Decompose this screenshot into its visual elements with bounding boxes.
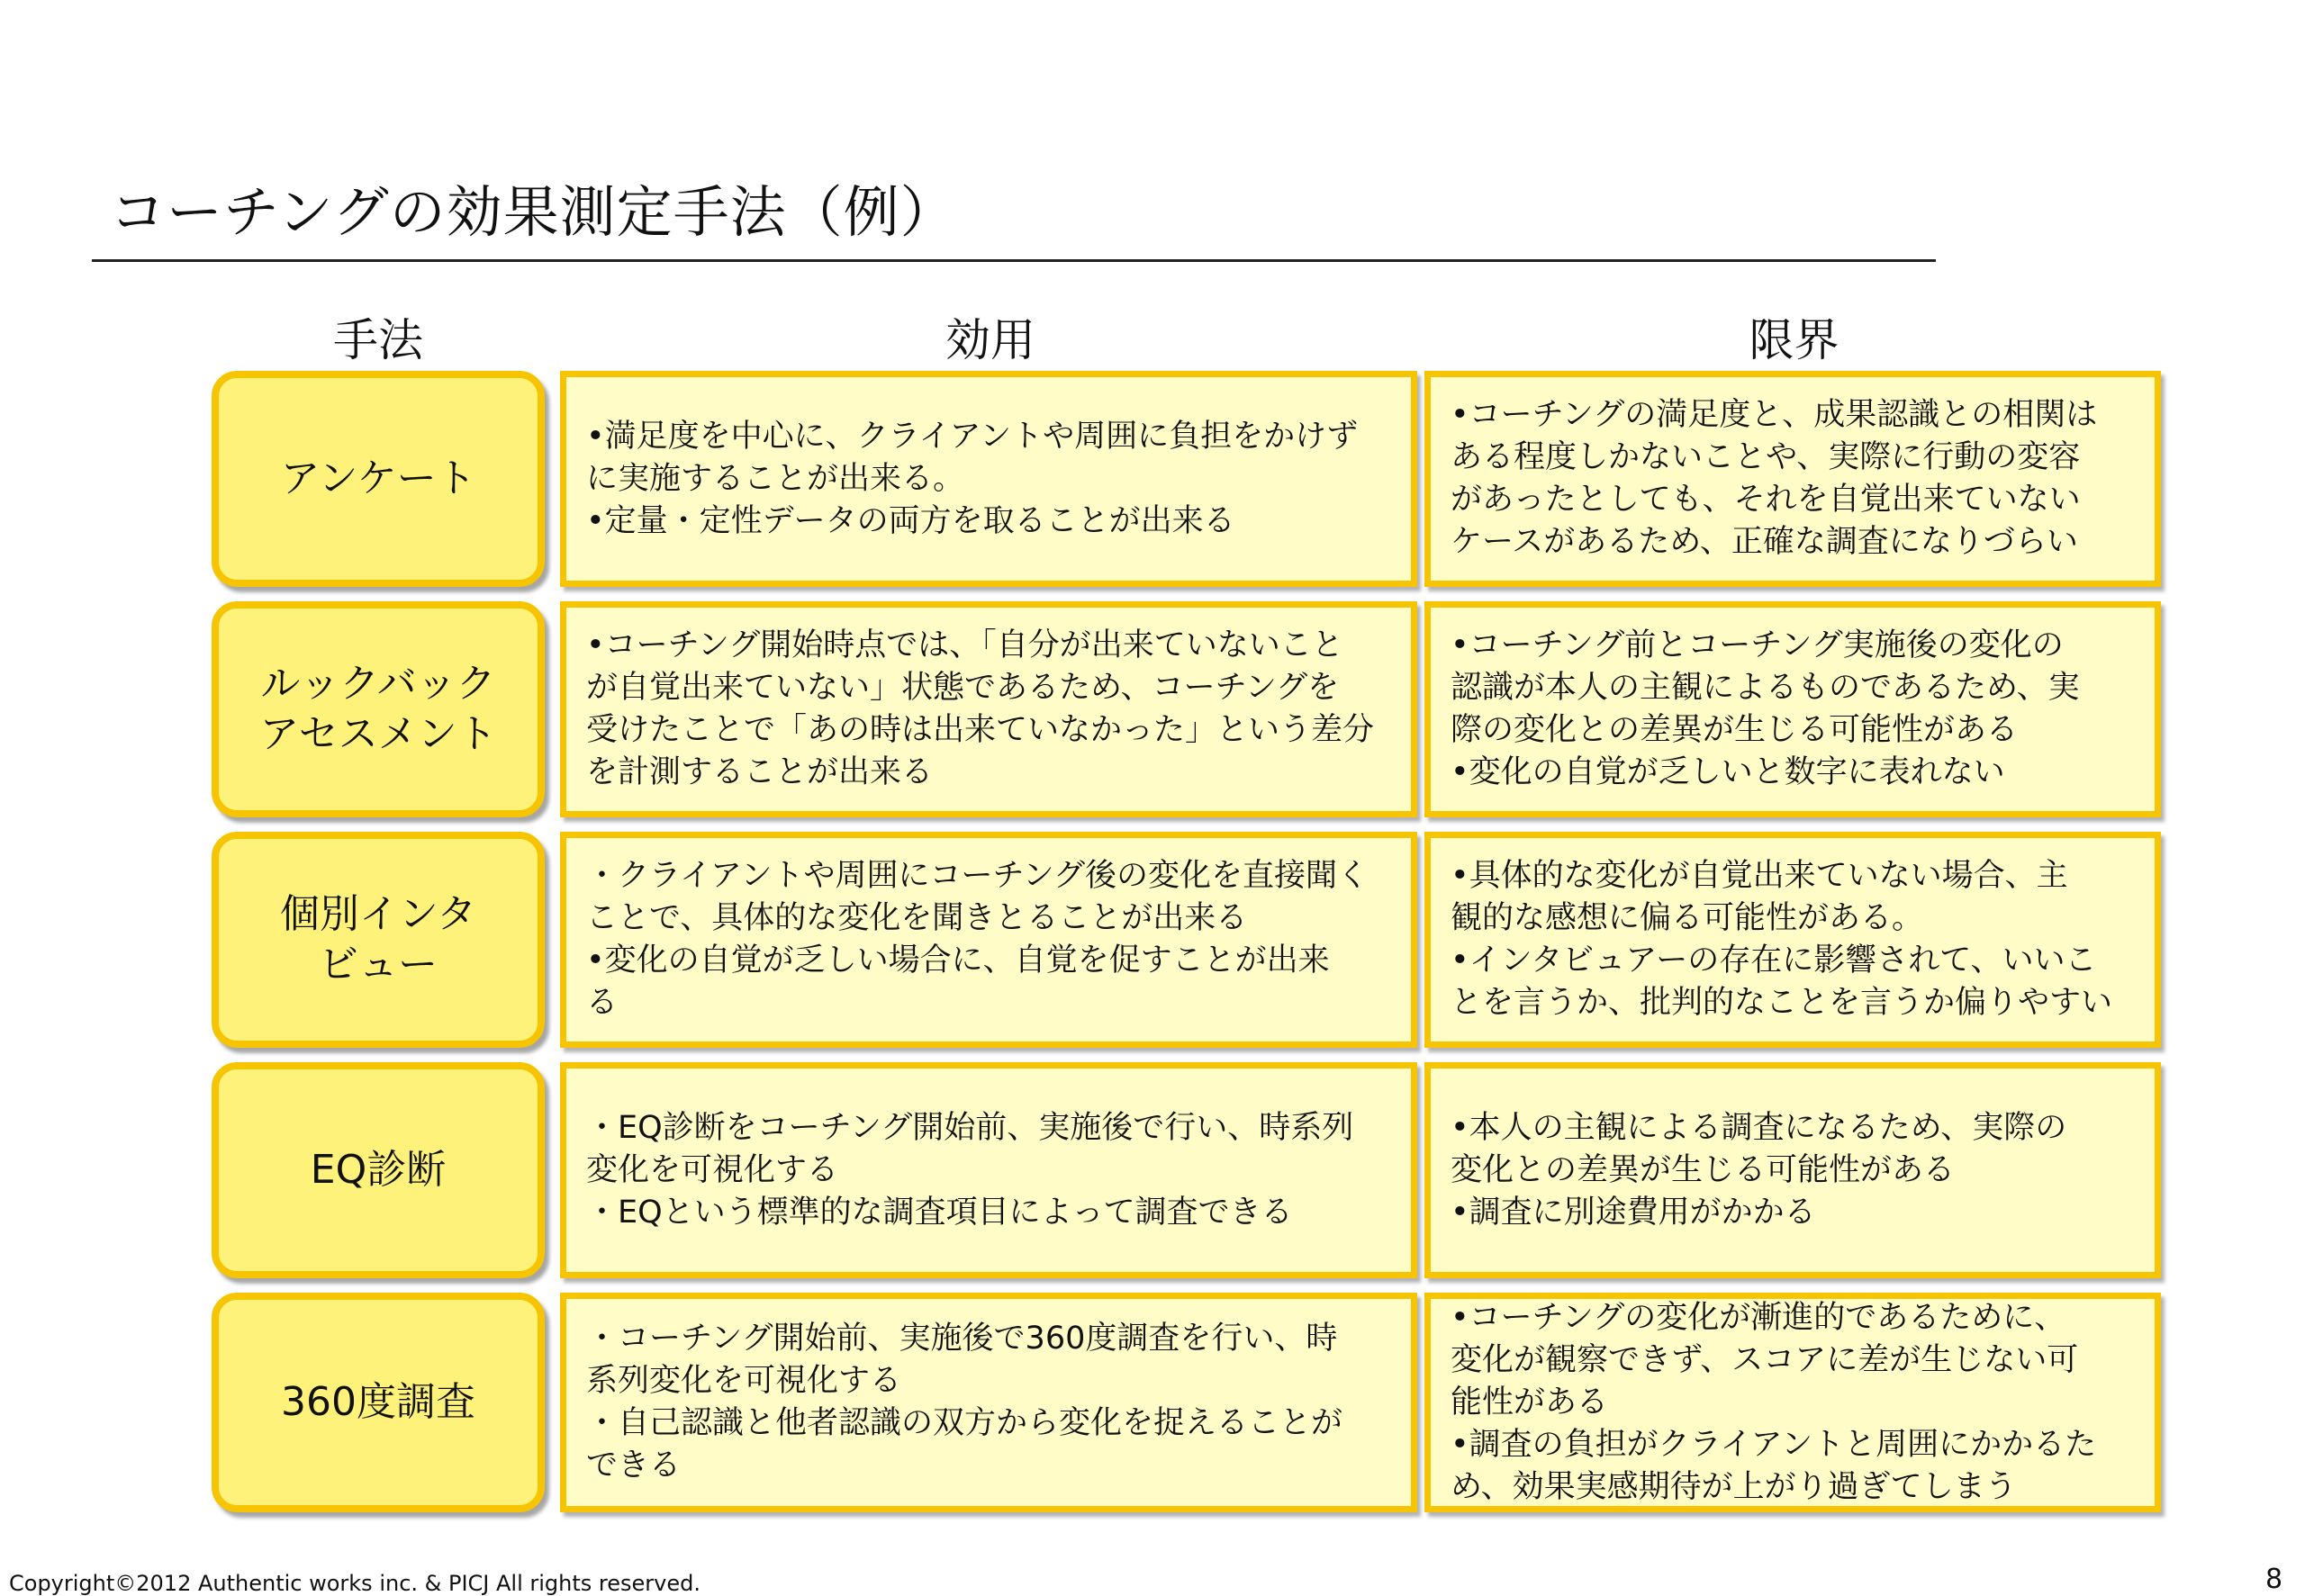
effect-text: ・コーチング開始前、実施後で360度調査を行い、時 系列変化を可視化する ・自己認識と他者認識の双方から変化を捉えることが できる [586,1321,1343,1483]
limit-text: •コーチング前とコーチング実施後の変化の 認識が本人の主観によるものであるため、実 際の変化との差異が生じる可能性がある •変化の自覚が乏しいと数字に表れない [1451,627,2080,790]
limit-cell-questionnaire [1424,371,2161,587]
limit-text: •コーチングの満足度と、成果認識との相関は ある程度しかないことや、実際に行動の変容 があったとしても、それを自覚出来ていない ケースがあるため、正確な調査になりづらい [1451,397,2098,560]
method-cell-eq: EQ診断 [212,1062,545,1278]
effect-cell-360 [560,1293,1417,1512]
limit-cell-eq [1424,1062,2161,1278]
effect-cell-questionnaire [560,371,1417,587]
limit-cell-interview [1424,832,2161,1048]
limit-text: •本人の主観による調査になるため、実際の 変化との差異が生じる可能性がある •調査に別途費用がかかる [1451,1109,2067,1231]
method-cell-questionnaire: アンケート [212,371,545,587]
effect-text: ・クライアントや周囲にコーチング後の変化を直接聞く ことで、具体的な変化を聞きとることが出来る •変化の自覚が乏しい場合に、自覚を促すことが出来 る [586,858,1369,1021]
header-limit: 限界 [1749,314,1839,366]
method-cell-360: 360度調査 [212,1293,545,1512]
footer-copyright: Copyright©2012 Authentic works inc. & PICJ All rights reserved. [9,1571,701,1596]
effect-cell-interview [560,832,1417,1048]
effect-text: •満足度を中心に、クライアントや周囲に負担をかけず に実施することが出来る。 •定量・定性データの両方を取ることが出来る [586,418,1359,539]
limit-cell-lookback [1424,601,2161,817]
effect-cell-lookback [560,601,1417,817]
title-divider [92,259,1936,262]
limit-cell-360 [1424,1293,2161,1512]
effect-text: •コーチング開始時点では、「自分が出来ていないこと が自覚出来ていない」状態であるため、コーチングを 受けたことで「あの時は出来ていなかった」という差分 を計測することが出来る [586,627,1375,790]
limit-text: •具体的な変化が自覚出来ていない場合、主 観的な感想に偏る可能性がある。 •インタビュアーの存在に影響されて、いいこ とを言うか、批判的なことを言うか偏りやすい [1451,858,2113,1021]
header-effect: 効用 [945,314,1035,366]
method-cell-interview: 個別インタ ビュー [212,832,545,1048]
method-cell-lookback: ルックバック アセスメント [212,601,545,817]
header-method: 手法 [333,314,423,366]
page-number: 8 [2265,1564,2283,1595]
page-title: コーチングの効果測定手法（例） [110,179,957,245]
effect-cell-eq [560,1062,1417,1278]
effect-text: ・EQ診断をコーチング開始前、実施後で行い、時系列 変化を可視化する ・EQという標準的な調査項目によって調査できる [586,1109,1354,1231]
limit-text: •コーチングの変化が漸進的であるために、 変化が観察できず、スコアに差が生じない可 能性がある •調査の負担がクライアントと周囲にかかるた め、効果実感期待が上がり過ぎてしまう [1451,1299,2097,1505]
